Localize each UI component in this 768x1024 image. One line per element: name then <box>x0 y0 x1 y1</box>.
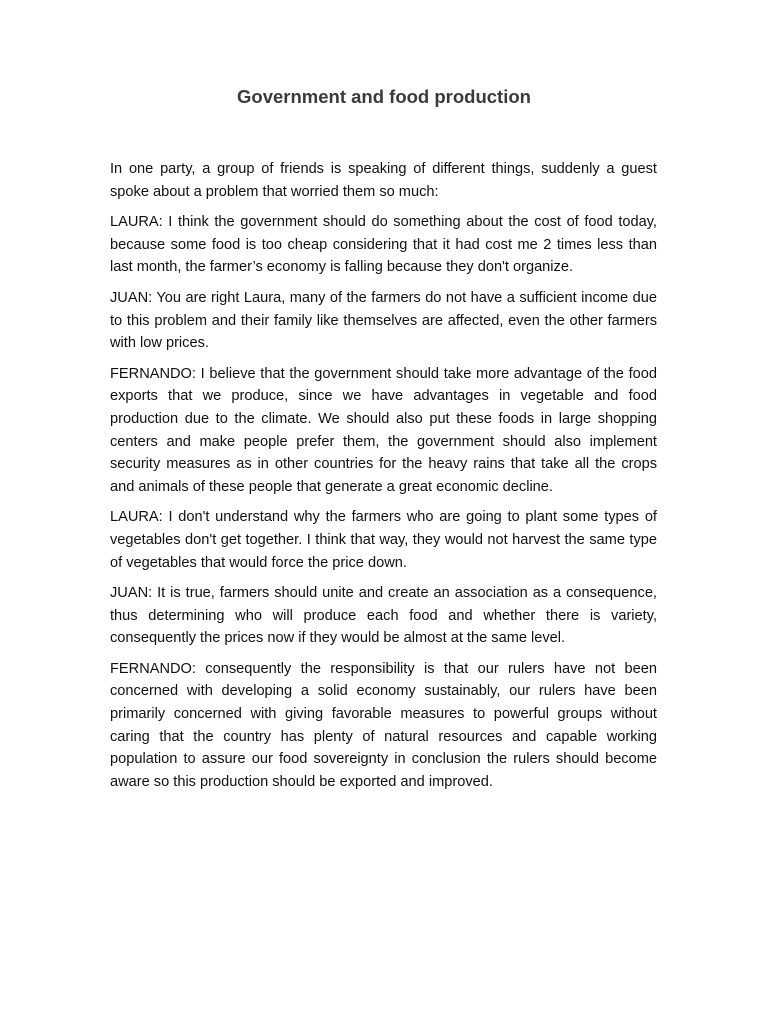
paragraph-fernando-1: FERNANDO: I believe that the government should take more advantage of the food exports that we produce, since we have advantages in vegetable and food production due to the climate. We should also put these foods in large shopping centers and make people prefer them, the government should also implement security measures as in other countries for the heavy rains that take all the crops and animals of these people that generate a great economic decline. <box>110 365 657 495</box>
document-title: Government and food production <box>237 86 531 107</box>
paragraph-laura-1: LAURA: I think the government should do something about the cost of food today, because some food is too cheap considering that it had cost me 2 times less than last month, the farmer’s economy is falling because they don't organize. <box>110 214 657 276</box>
paragraph-juan-1: JUAN: You are right Laura, many of the farmers do not have a sufficient income due to this problem and their family like themselves are affected, even the other farmers with low prices. <box>110 289 657 352</box>
paragraph-laura-2: LAURA: I don't understand why the farmers who are going to plant some types of vegetables don't get together. I think that way, they would not harvest the same type of vegetables that would force the price down. <box>110 509 657 571</box>
paragraph-juan-2: JUAN: It is true, farmers should unite and create an association as a consequence, thus determining who will produce each food and whether there is variety, consequently the prices now if they would be almost at the same level. <box>110 585 657 647</box>
paragraph-intro: In one party, a group of friends is speaking of different things, suddenly a guest spoke about a problem that worried them so much: <box>110 161 657 200</box>
document-body <box>110 158 657 801</box>
paragraph-fernando-2: FERNANDO: consequently the responsibility is that our rulers have not been concerned with developing a solid economy sustainably, our rulers have been primarily concerned with giving favorable measures to powerful groups without caring that the country has plenty of natural resources and capable working population to assure our food sovereignty in conclusion the rulers should become aware so this production should be exported and improved. <box>110 660 657 790</box>
